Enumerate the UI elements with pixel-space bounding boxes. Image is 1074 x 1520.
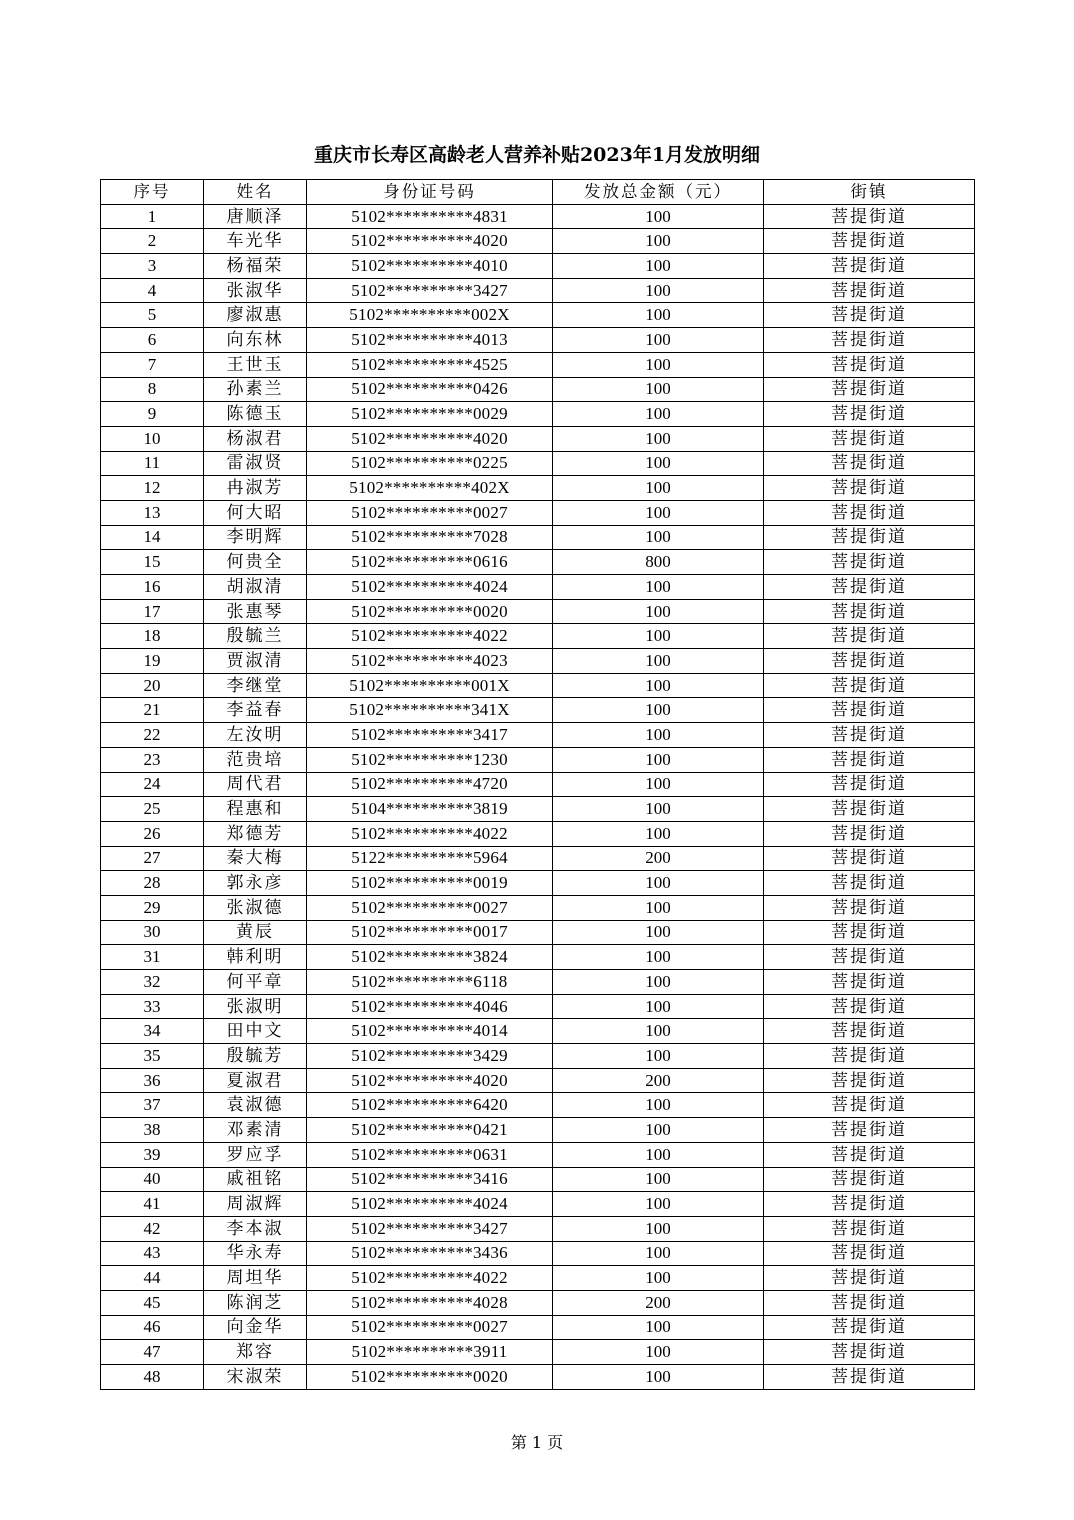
cell-street: 菩提街道 [764, 1365, 975, 1390]
cell-street: 菩提街道 [764, 723, 975, 748]
cell-street: 菩提街道 [764, 550, 975, 575]
table-row [101, 920, 975, 945]
cell-amount: 100 [553, 1340, 764, 1365]
cell-index: 33 [101, 994, 204, 1019]
cell-street: 菩提街道 [764, 1142, 975, 1167]
cell-street: 菩提街道 [764, 920, 975, 945]
cell-amount: 100 [553, 747, 764, 772]
cell-amount: 100 [553, 624, 764, 649]
cell-street: 菩提街道 [764, 204, 975, 229]
cell-street: 菩提街道 [764, 1266, 975, 1291]
cell-street: 菩提街道 [764, 698, 975, 723]
cell-index: 9 [101, 402, 204, 427]
table-row [101, 624, 975, 649]
cell-amount: 100 [553, 698, 764, 723]
cell-index: 42 [101, 1216, 204, 1241]
cell-street: 菩提街道 [764, 970, 975, 995]
cell-street: 菩提街道 [764, 1290, 975, 1315]
cell-index: 19 [101, 649, 204, 674]
cell-id-number: 5102**********0426 [307, 377, 553, 402]
cell-amount: 100 [553, 797, 764, 822]
cell-amount: 100 [553, 1216, 764, 1241]
cell-name: 殷毓兰 [204, 624, 307, 649]
cell-id-number: 5102**********3429 [307, 1044, 553, 1069]
cell-amount: 100 [553, 1044, 764, 1069]
cell-id-number: 5102**********4022 [307, 624, 553, 649]
cell-amount: 100 [553, 1266, 764, 1291]
cell-id-number: 5102**********0017 [307, 920, 553, 945]
table-row [101, 525, 975, 550]
cell-amount: 100 [553, 500, 764, 525]
cell-amount: 100 [553, 895, 764, 920]
cell-index: 43 [101, 1241, 204, 1266]
cell-index: 10 [101, 426, 204, 451]
cell-amount: 200 [553, 1290, 764, 1315]
cell-id-number: 5102**********4020 [307, 229, 553, 254]
cell-street: 菩提街道 [764, 328, 975, 353]
cell-index: 30 [101, 920, 204, 945]
cell-id-number: 5122**********5964 [307, 846, 553, 871]
cell-street: 菩提街道 [764, 624, 975, 649]
table-row [101, 649, 975, 674]
cell-street: 菩提街道 [764, 649, 975, 674]
cell-index: 37 [101, 1093, 204, 1118]
table-row [101, 673, 975, 698]
cell-index: 14 [101, 525, 204, 550]
table-row [101, 1167, 975, 1192]
cell-street: 菩提街道 [764, 303, 975, 328]
cell-street: 菩提街道 [764, 254, 975, 279]
cell-name: 周坦华 [204, 1266, 307, 1291]
cell-street: 菩提街道 [764, 1019, 975, 1044]
cell-name: 王世玉 [204, 352, 307, 377]
cell-amount: 100 [553, 204, 764, 229]
cell-street: 菩提街道 [764, 871, 975, 896]
table-row [101, 451, 975, 476]
cell-street: 菩提街道 [764, 451, 975, 476]
table-row [101, 821, 975, 846]
table-row [101, 1315, 975, 1340]
cell-id-number: 5102**********4020 [307, 426, 553, 451]
cell-index: 46 [101, 1315, 204, 1340]
table-row [101, 352, 975, 377]
cell-name: 向金华 [204, 1315, 307, 1340]
cell-street: 菩提街道 [764, 1093, 975, 1118]
cell-name: 李继堂 [204, 673, 307, 698]
cell-index: 27 [101, 846, 204, 871]
cell-amount: 200 [553, 846, 764, 871]
cell-amount: 100 [553, 1093, 764, 1118]
cell-street: 菩提街道 [764, 797, 975, 822]
cell-street: 菩提街道 [764, 575, 975, 600]
table-row [101, 402, 975, 427]
cell-id-number: 5102**********3911 [307, 1340, 553, 1365]
cell-street: 菩提街道 [764, 352, 975, 377]
cell-street: 菩提街道 [764, 525, 975, 550]
cell-id-number: 5102**********4020 [307, 1068, 553, 1093]
cell-amount: 100 [553, 1241, 764, 1266]
cell-street: 菩提街道 [764, 402, 975, 427]
subsidy-table [100, 179, 975, 1390]
cell-name: 杨淑君 [204, 426, 307, 451]
table-row [101, 1290, 975, 1315]
table-body [101, 204, 975, 1389]
cell-name: 罗应孚 [204, 1142, 307, 1167]
cell-street: 菩提街道 [764, 377, 975, 402]
cell-amount: 800 [553, 550, 764, 575]
cell-name: 冉淑芳 [204, 476, 307, 501]
cell-id-number: 5102**********4831 [307, 204, 553, 229]
cell-index: 13 [101, 500, 204, 525]
cell-index: 36 [101, 1068, 204, 1093]
cell-index: 48 [101, 1365, 204, 1390]
table-row [101, 476, 975, 501]
cell-id-number: 5102**********002X [307, 303, 553, 328]
table-row [101, 1216, 975, 1241]
cell-street: 菩提街道 [764, 1340, 975, 1365]
cell-street: 菩提街道 [764, 747, 975, 772]
table-row [101, 945, 975, 970]
cell-amount: 100 [553, 1167, 764, 1192]
cell-index: 12 [101, 476, 204, 501]
cell-name: 孙素兰 [204, 377, 307, 402]
cell-street: 菩提街道 [764, 476, 975, 501]
document-title: 重庆市长寿区高龄老人营养补贴2023年1月发放明细 [313, 144, 761, 166]
cell-index: 38 [101, 1118, 204, 1143]
cell-id-number: 5102**********7028 [307, 525, 553, 550]
cell-amount: 100 [553, 1118, 764, 1143]
cell-id-number: 5102**********4046 [307, 994, 553, 1019]
cell-id-number: 5102**********6118 [307, 970, 553, 995]
cell-street: 菩提街道 [764, 1118, 975, 1143]
cell-amount: 100 [553, 402, 764, 427]
cell-name: 周代君 [204, 772, 307, 797]
cell-amount: 100 [553, 476, 764, 501]
cell-name: 向东林 [204, 328, 307, 353]
cell-name: 袁淑德 [204, 1093, 307, 1118]
cell-index: 41 [101, 1192, 204, 1217]
cell-street: 菩提街道 [764, 278, 975, 303]
cell-name: 张淑华 [204, 278, 307, 303]
cell-name: 殷毓芳 [204, 1044, 307, 1069]
cell-name: 陈润芝 [204, 1290, 307, 1315]
cell-amount: 100 [553, 254, 764, 279]
cell-id-number: 5102**********0027 [307, 895, 553, 920]
table-row [101, 1019, 975, 1044]
cell-id-number: 5102**********0631 [307, 1142, 553, 1167]
cell-amount: 100 [553, 303, 764, 328]
table-row [101, 698, 975, 723]
cell-street: 菩提街道 [764, 772, 975, 797]
cell-street: 菩提街道 [764, 1315, 975, 1340]
cell-amount: 100 [553, 1315, 764, 1340]
table-row [101, 970, 975, 995]
cell-id-number: 5102**********3427 [307, 1216, 553, 1241]
table-row [101, 278, 975, 303]
cell-id-number: 5102**********4525 [307, 352, 553, 377]
cell-name: 田中文 [204, 1019, 307, 1044]
cell-index: 39 [101, 1142, 204, 1167]
cell-name: 韩利明 [204, 945, 307, 970]
cell-id-number: 5102**********6420 [307, 1093, 553, 1118]
cell-street: 菩提街道 [764, 846, 975, 871]
cell-index: 5 [101, 303, 204, 328]
cell-id-number: 5102**********0020 [307, 599, 553, 624]
cell-index: 16 [101, 575, 204, 600]
cell-index: 18 [101, 624, 204, 649]
cell-id-number: 5102**********0020 [307, 1365, 553, 1390]
cell-index: 21 [101, 698, 204, 723]
cell-id-number: 5102**********402X [307, 476, 553, 501]
table-row [101, 797, 975, 822]
table-row [101, 1142, 975, 1167]
cell-index: 28 [101, 871, 204, 896]
cell-amount: 100 [553, 451, 764, 476]
cell-name: 张淑明 [204, 994, 307, 1019]
cell-id-number: 5102**********0029 [307, 402, 553, 427]
cell-id-number: 5102**********4013 [307, 328, 553, 353]
cell-name: 何大昭 [204, 500, 307, 525]
cell-street: 菩提街道 [764, 673, 975, 698]
table-row [101, 575, 975, 600]
cell-index: 2 [101, 229, 204, 254]
cell-name: 唐顺泽 [204, 204, 307, 229]
table-row [101, 377, 975, 402]
cell-name: 邓素清 [204, 1118, 307, 1143]
cell-index: 29 [101, 895, 204, 920]
cell-index: 8 [101, 377, 204, 402]
cell-index: 47 [101, 1340, 204, 1365]
cell-name: 夏淑君 [204, 1068, 307, 1093]
cell-id-number: 5102**********4023 [307, 649, 553, 674]
cell-amount: 100 [553, 352, 764, 377]
cell-id-number: 5102**********4028 [307, 1290, 553, 1315]
cell-id-number: 5102**********4010 [307, 254, 553, 279]
cell-name: 何平章 [204, 970, 307, 995]
cell-id-number: 5102**********4720 [307, 772, 553, 797]
table-row [101, 204, 975, 229]
cell-id-number: 5102**********4024 [307, 1192, 553, 1217]
cell-street: 菩提街道 [764, 599, 975, 624]
cell-amount: 100 [553, 772, 764, 797]
table-row [101, 550, 975, 575]
cell-amount: 100 [553, 328, 764, 353]
header-id-number: 身份证号码 [307, 180, 553, 205]
cell-name: 贾淑清 [204, 649, 307, 674]
cell-index: 32 [101, 970, 204, 995]
cell-street: 菩提街道 [764, 895, 975, 920]
cell-index: 25 [101, 797, 204, 822]
cell-index: 23 [101, 747, 204, 772]
table-row [101, 254, 975, 279]
cell-index: 6 [101, 328, 204, 353]
cell-street: 菩提街道 [764, 1216, 975, 1241]
cell-id-number: 5102**********1230 [307, 747, 553, 772]
table-row [101, 1365, 975, 1390]
table-row [101, 328, 975, 353]
cell-id-number: 5102**********4022 [307, 1266, 553, 1291]
cell-id-number: 5102**********341X [307, 698, 553, 723]
cell-index: 40 [101, 1167, 204, 1192]
table-row [101, 1118, 975, 1143]
cell-street: 菩提街道 [764, 1167, 975, 1192]
cell-id-number: 5104**********3819 [307, 797, 553, 822]
cell-id-number: 5102**********3824 [307, 945, 553, 970]
table-row [101, 303, 975, 328]
cell-amount: 100 [553, 970, 764, 995]
page-number: 第 1 页 [510, 1433, 564, 1452]
cell-name: 杨福荣 [204, 254, 307, 279]
cell-id-number: 5102**********3427 [307, 278, 553, 303]
cell-id-number: 5102**********3417 [307, 723, 553, 748]
cell-amount: 100 [553, 377, 764, 402]
cell-name: 范贵培 [204, 747, 307, 772]
cell-street: 菩提街道 [764, 500, 975, 525]
cell-amount: 100 [553, 994, 764, 1019]
table-row [101, 994, 975, 1019]
header-name: 姓名 [204, 180, 307, 205]
cell-index: 44 [101, 1266, 204, 1291]
cell-street: 菩提街道 [764, 426, 975, 451]
cell-amount: 100 [553, 426, 764, 451]
cell-street: 菩提街道 [764, 1068, 975, 1093]
cell-name: 周淑辉 [204, 1192, 307, 1217]
cell-name: 郑德芳 [204, 821, 307, 846]
cell-name: 李本淑 [204, 1216, 307, 1241]
cell-id-number: 5102**********0019 [307, 871, 553, 896]
header-street: 街镇 [764, 180, 975, 205]
cell-street: 菩提街道 [764, 994, 975, 1019]
table-row [101, 871, 975, 896]
cell-amount: 100 [553, 673, 764, 698]
cell-amount: 100 [553, 945, 764, 970]
cell-name: 黄辰 [204, 920, 307, 945]
table-row [101, 846, 975, 871]
cell-amount: 100 [553, 1019, 764, 1044]
cell-index: 35 [101, 1044, 204, 1069]
cell-name: 张惠琴 [204, 599, 307, 624]
cell-id-number: 5102**********3416 [307, 1167, 553, 1192]
cell-index: 45 [101, 1290, 204, 1315]
table-row [101, 1340, 975, 1365]
cell-amount: 100 [553, 1365, 764, 1390]
cell-amount: 100 [553, 821, 764, 846]
table-row [101, 747, 975, 772]
cell-name: 华永寿 [204, 1241, 307, 1266]
cell-name: 戚祖铭 [204, 1167, 307, 1192]
table-row [101, 1093, 975, 1118]
cell-amount: 100 [553, 723, 764, 748]
cell-index: 17 [101, 599, 204, 624]
cell-id-number: 5102**********4022 [307, 821, 553, 846]
cell-amount: 100 [553, 229, 764, 254]
cell-id-number: 5102**********0027 [307, 500, 553, 525]
cell-amount: 200 [553, 1068, 764, 1093]
cell-name: 雷淑贤 [204, 451, 307, 476]
cell-id-number: 5102**********4014 [307, 1019, 553, 1044]
table-row [101, 1241, 975, 1266]
table-row [101, 1044, 975, 1069]
cell-name: 廖淑惠 [204, 303, 307, 328]
cell-index: 3 [101, 254, 204, 279]
cell-name: 何贵全 [204, 550, 307, 575]
cell-name: 张淑德 [204, 895, 307, 920]
cell-id-number: 5102**********4024 [307, 575, 553, 600]
cell-amount: 100 [553, 1192, 764, 1217]
cell-index: 4 [101, 278, 204, 303]
cell-index: 11 [101, 451, 204, 476]
cell-id-number: 5102**********0225 [307, 451, 553, 476]
table-row [101, 500, 975, 525]
cell-street: 菩提街道 [764, 229, 975, 254]
table-row [101, 426, 975, 451]
cell-street: 菩提街道 [764, 821, 975, 846]
cell-id-number: 5102**********0027 [307, 1315, 553, 1340]
cell-amount: 100 [553, 1142, 764, 1167]
cell-amount: 100 [553, 599, 764, 624]
cell-name: 车光华 [204, 229, 307, 254]
cell-name: 郭永彦 [204, 871, 307, 896]
cell-name: 李益春 [204, 698, 307, 723]
table-row [101, 1068, 975, 1093]
cell-amount: 100 [553, 649, 764, 674]
cell-name: 程惠和 [204, 797, 307, 822]
cell-index: 20 [101, 673, 204, 698]
header-amount: 发放总金额（元） [553, 180, 764, 205]
table-row [101, 229, 975, 254]
table-row [101, 772, 975, 797]
cell-amount: 100 [553, 575, 764, 600]
cell-street: 菩提街道 [764, 1044, 975, 1069]
cell-id-number: 5102**********001X [307, 673, 553, 698]
cell-id-number: 5102**********3436 [307, 1241, 553, 1266]
cell-name: 左汝明 [204, 723, 307, 748]
cell-index: 7 [101, 352, 204, 377]
table-row [101, 1266, 975, 1291]
cell-index: 22 [101, 723, 204, 748]
cell-index: 26 [101, 821, 204, 846]
cell-street: 菩提街道 [764, 1192, 975, 1217]
cell-amount: 100 [553, 871, 764, 896]
cell-id-number: 5102**********0421 [307, 1118, 553, 1143]
table-header-row [101, 180, 975, 205]
cell-amount: 100 [553, 920, 764, 945]
cell-id-number: 5102**********0616 [307, 550, 553, 575]
cell-street: 菩提街道 [764, 1241, 975, 1266]
cell-index: 34 [101, 1019, 204, 1044]
cell-index: 24 [101, 772, 204, 797]
table-row [101, 599, 975, 624]
table-row [101, 723, 975, 748]
table-row [101, 895, 975, 920]
cell-name: 陈德玉 [204, 402, 307, 427]
cell-name: 秦大梅 [204, 846, 307, 871]
cell-street: 菩提街道 [764, 945, 975, 970]
cell-index: 15 [101, 550, 204, 575]
header-index: 序号 [101, 180, 204, 205]
table-row [101, 1192, 975, 1217]
cell-amount: 100 [553, 525, 764, 550]
cell-name: 胡淑清 [204, 575, 307, 600]
cell-index: 1 [101, 204, 204, 229]
cell-index: 31 [101, 945, 204, 970]
cell-name: 郑容 [204, 1340, 307, 1365]
cell-name: 李明辉 [204, 525, 307, 550]
cell-amount: 100 [553, 278, 764, 303]
cell-name: 宋淑荣 [204, 1365, 307, 1390]
